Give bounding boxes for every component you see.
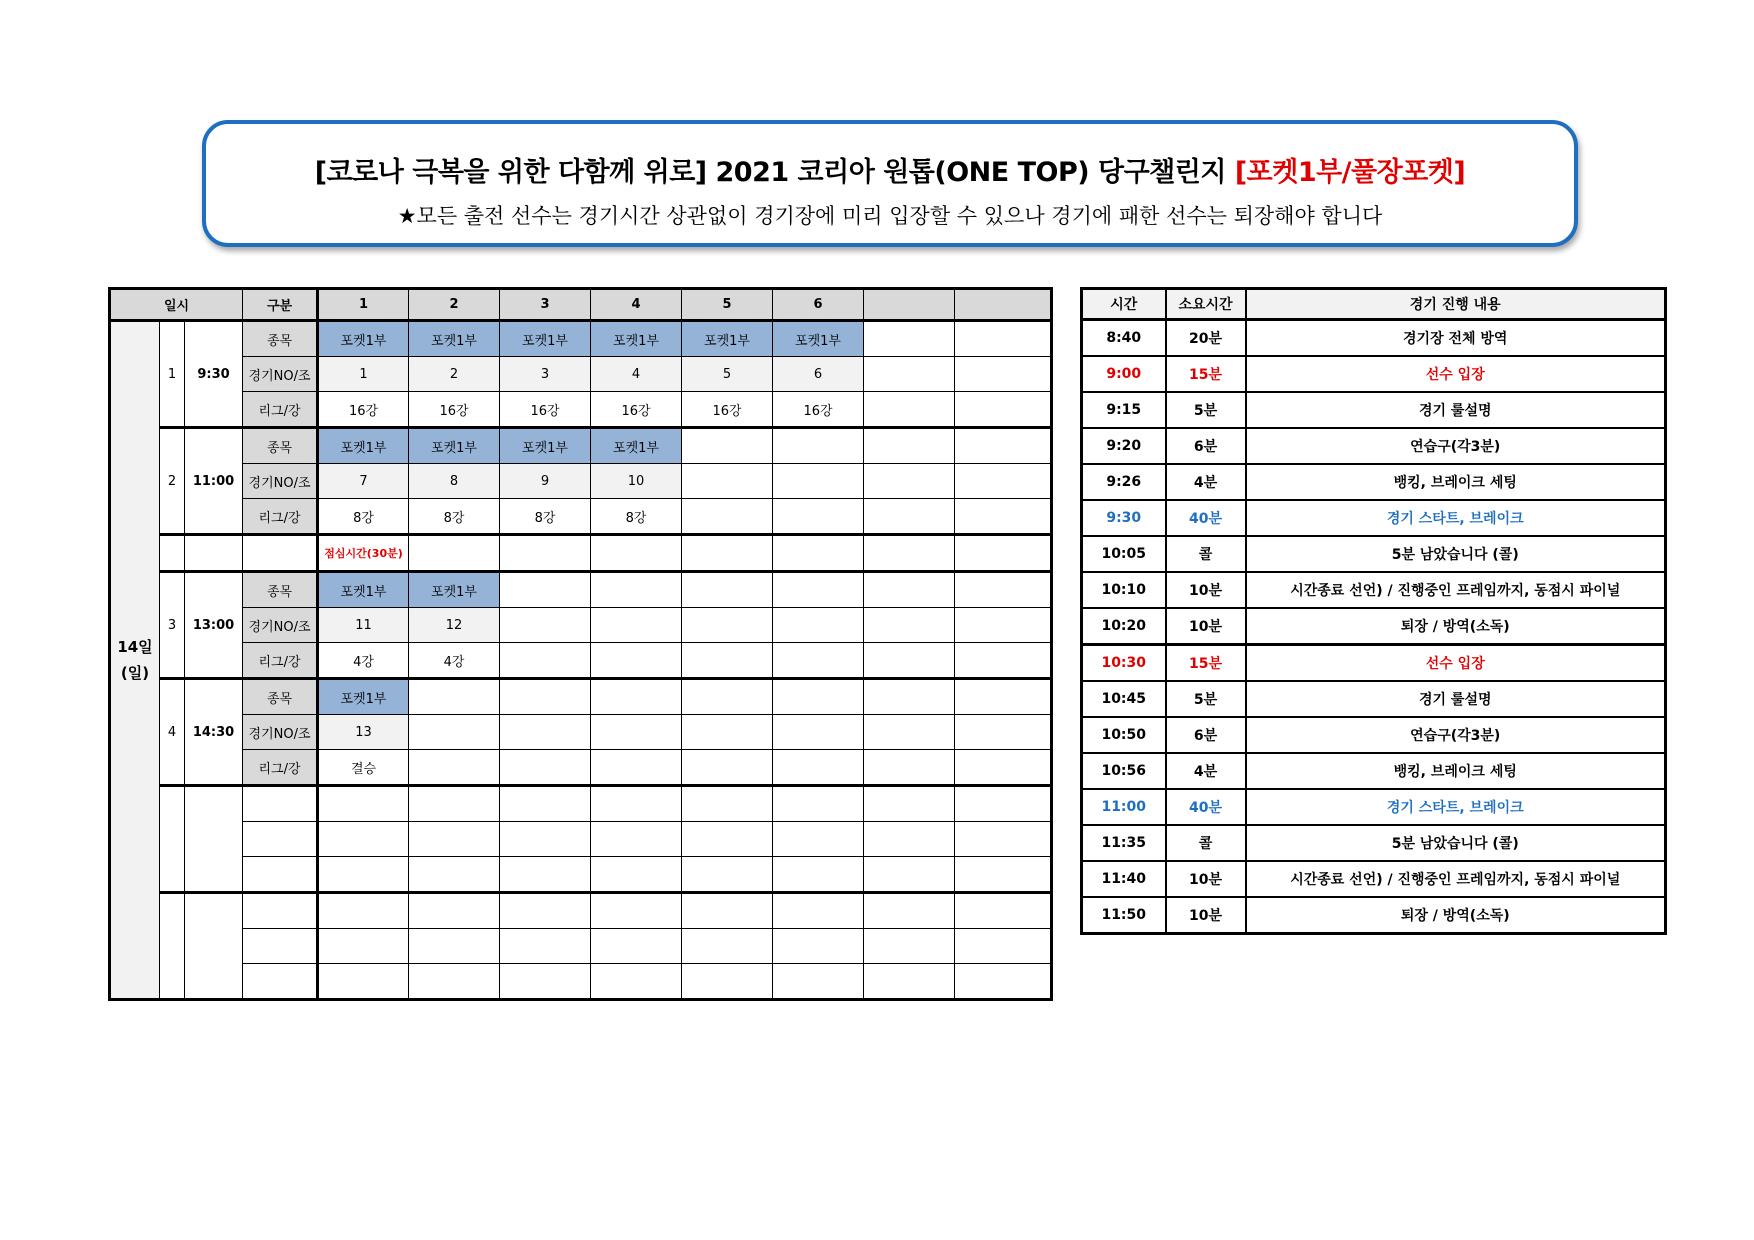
schedule-cell: 포켓1부 xyxy=(500,321,591,357)
schedule-cell xyxy=(955,715,1052,750)
table-row xyxy=(110,499,1052,535)
session-time xyxy=(185,893,243,1000)
page-title xyxy=(206,150,1574,189)
timeline-time: 9:30 xyxy=(1082,500,1166,536)
schedule-cell xyxy=(955,679,1052,715)
schedule-cell xyxy=(682,964,773,1000)
session-time: 14:30 xyxy=(185,679,243,786)
schedule-cell xyxy=(591,572,682,608)
timeline-row xyxy=(1082,320,1666,357)
schedule-cell: 포켓1부 xyxy=(318,572,409,608)
row-label-event: 종목 xyxy=(243,321,318,357)
timeline-time: 11:35 xyxy=(1082,825,1166,861)
schedule-cell xyxy=(682,499,773,535)
schedule-cell xyxy=(409,535,500,572)
timeline-duration: 10분 xyxy=(1166,861,1246,897)
schedule-cell xyxy=(773,643,864,679)
header-content: 경기 진행 내용 xyxy=(1246,289,1666,320)
schedule-cell xyxy=(955,572,1052,608)
schedule-cell xyxy=(864,786,955,822)
schedule-cell: 10 xyxy=(591,464,682,499)
timeline-duration: 5분 xyxy=(1166,681,1246,717)
schedule-cell: 3 xyxy=(500,357,591,392)
schedule-cell xyxy=(864,964,955,1000)
schedule-cell xyxy=(500,964,591,1000)
schedule-cell xyxy=(773,572,864,608)
schedule-cell xyxy=(318,786,409,822)
session-time: 11:00 xyxy=(185,428,243,535)
timeline-table xyxy=(1080,287,1667,935)
schedule-cell: 11 xyxy=(318,608,409,643)
timeline-row xyxy=(1082,897,1666,934)
schedule-cell: 포켓1부 xyxy=(773,321,864,357)
timeline-desc: 시간종료 선언) / 진행중인 프레임까지, 동점시 파이널 xyxy=(1246,572,1666,608)
schedule-cell: 7 xyxy=(318,464,409,499)
schedule-cell xyxy=(682,857,773,893)
schedule-cell xyxy=(864,643,955,679)
schedule-cell xyxy=(864,857,955,893)
schedule-cell xyxy=(682,428,773,464)
schedule-cell xyxy=(591,679,682,715)
schedule-cell xyxy=(955,464,1052,499)
schedule-cell xyxy=(591,893,682,929)
schedule-cell xyxy=(409,857,500,893)
schedule-cell xyxy=(682,535,773,572)
schedule-cell xyxy=(773,428,864,464)
table-row xyxy=(110,572,1052,608)
timeline-time: 10:05 xyxy=(1082,536,1166,572)
schedule-cell xyxy=(773,464,864,499)
schedule-cell xyxy=(409,893,500,929)
row-label-game: 경기NO/조 xyxy=(243,715,318,750)
title-highlight: [포켓1부/풀장포켓] xyxy=(1234,157,1466,188)
schedule-cell xyxy=(955,608,1052,643)
timeline-time: 10:56 xyxy=(1082,753,1166,789)
schedule-cell xyxy=(682,608,773,643)
header-time: 시간 xyxy=(1082,289,1166,320)
row-label-league: 리그/강 xyxy=(243,643,318,679)
session-no: 2 xyxy=(160,428,185,535)
timeline-desc: 뱅킹, 브레이크 세팅 xyxy=(1246,464,1666,500)
schedule-cell xyxy=(955,392,1052,428)
schedule-cell xyxy=(500,822,591,857)
header-category: 구분 xyxy=(243,289,318,321)
timeline-duration: 4분 xyxy=(1166,464,1246,500)
table-row xyxy=(110,392,1052,428)
schedule-cell xyxy=(682,643,773,679)
schedule-cell xyxy=(955,750,1052,786)
schedule-cell xyxy=(409,715,500,750)
lunch-row xyxy=(110,535,1052,572)
schedule-cell xyxy=(955,643,1052,679)
schedule-cell xyxy=(682,893,773,929)
schedule-cell xyxy=(682,750,773,786)
schedule-cell xyxy=(500,893,591,929)
schedule-cell xyxy=(318,893,409,929)
schedule-cell: 16강 xyxy=(682,392,773,428)
schedule-cell xyxy=(773,857,864,893)
timeline-desc: 경기 룰설명 xyxy=(1246,392,1666,428)
row-label-league xyxy=(243,964,318,1000)
timeline-desc: 퇴장 / 방역(소독) xyxy=(1246,608,1666,645)
session-no: 1 xyxy=(160,321,185,428)
row-label-event xyxy=(243,786,318,822)
schedule-cell xyxy=(955,428,1052,464)
schedule-header-row xyxy=(110,289,1052,321)
timeline-row xyxy=(1082,789,1666,825)
schedule-cell: 4강 xyxy=(318,643,409,679)
schedule-cell: 16강 xyxy=(318,392,409,428)
schedule-cell: 포켓1부 xyxy=(409,572,500,608)
timeline-desc: 선수 입장 xyxy=(1246,356,1666,392)
session-time: 9:30 xyxy=(185,321,243,428)
header-col-2: 2 xyxy=(409,289,500,321)
schedule-cell: 6 xyxy=(773,357,864,392)
schedule-cell: 포켓1부 xyxy=(409,428,500,464)
schedule-cell: 8강 xyxy=(500,499,591,535)
timeline-duration: 40분 xyxy=(1166,500,1246,536)
schedule-cell: 13 xyxy=(318,715,409,750)
timeline-time: 9:00 xyxy=(1082,356,1166,392)
schedule-cell xyxy=(591,608,682,643)
schedule-cell: 4 xyxy=(591,357,682,392)
schedule-cell xyxy=(864,321,955,357)
header-col-1: 1 xyxy=(318,289,409,321)
timeline-row xyxy=(1082,392,1666,428)
row-label-league: 리그/강 xyxy=(243,392,318,428)
schedule-cell xyxy=(773,715,864,750)
schedule-cell xyxy=(955,499,1052,535)
schedule-cell xyxy=(682,822,773,857)
schedule-cell xyxy=(864,822,955,857)
timeline-duration: 10분 xyxy=(1166,897,1246,934)
schedule-cell xyxy=(500,786,591,822)
schedule-cell: 16강 xyxy=(773,392,864,428)
session-no xyxy=(160,535,185,572)
schedule-cell xyxy=(500,715,591,750)
schedule-cell xyxy=(864,608,955,643)
schedule-cell xyxy=(318,857,409,893)
schedule-cell xyxy=(682,786,773,822)
schedule-cell xyxy=(409,786,500,822)
schedule-cell xyxy=(500,608,591,643)
timeline-time: 11:40 xyxy=(1082,861,1166,897)
timeline-duration: 콜 xyxy=(1166,825,1246,861)
schedule-cell: 2 xyxy=(409,357,500,392)
schedule-cell: 16강 xyxy=(591,392,682,428)
header-col-7 xyxy=(864,289,955,321)
row-label xyxy=(243,535,318,572)
row-label-event xyxy=(243,893,318,929)
schedule-cell xyxy=(500,679,591,715)
timeline-row xyxy=(1082,717,1666,753)
timeline-desc: 경기 스타트, 브레이크 xyxy=(1246,789,1666,825)
timeline-row xyxy=(1082,428,1666,464)
schedule-cell xyxy=(682,572,773,608)
row-label-game: 경기NO/조 xyxy=(243,464,318,499)
row-label-game xyxy=(243,822,318,857)
timeline-time: 10:10 xyxy=(1082,572,1166,608)
timeline-desc: 경기 룰설명 xyxy=(1246,681,1666,717)
schedule-cell xyxy=(773,499,864,535)
schedule-cell xyxy=(500,535,591,572)
schedule-cell xyxy=(591,929,682,964)
timeline-desc: 연습구(각3분) xyxy=(1246,717,1666,753)
timeline-time: 9:26 xyxy=(1082,464,1166,500)
schedule-cell: 포켓1부 xyxy=(318,679,409,715)
timeline-row xyxy=(1082,500,1666,536)
schedule-cell xyxy=(864,428,955,464)
title-box xyxy=(202,120,1578,247)
header-date: 일시 xyxy=(110,289,243,321)
timeline-desc: 선수 입장 xyxy=(1246,645,1666,682)
header-duration: 소요시간 xyxy=(1166,289,1246,320)
schedule-cell: 16강 xyxy=(409,392,500,428)
schedule-cell xyxy=(500,857,591,893)
table-row xyxy=(110,893,1052,929)
timeline-desc: 시간종료 선언) / 진행중인 프레임까지, 동점시 파이널 xyxy=(1246,861,1666,897)
schedule-cell: 12 xyxy=(409,608,500,643)
schedule-cell: 5 xyxy=(682,357,773,392)
schedule-cell xyxy=(864,750,955,786)
schedule-cell xyxy=(773,929,864,964)
timeline-duration: 10분 xyxy=(1166,572,1246,608)
schedule-cell xyxy=(773,822,864,857)
schedule-cell xyxy=(955,929,1052,964)
schedule-cell xyxy=(773,608,864,643)
schedule-cell xyxy=(864,464,955,499)
timeline-time: 10:30 xyxy=(1082,645,1166,682)
schedule-cell: 결승 xyxy=(318,750,409,786)
schedule-cell xyxy=(591,822,682,857)
timeline-desc: 퇴장 / 방역(소독) xyxy=(1246,897,1666,934)
schedule-table xyxy=(108,287,1053,1001)
table-row xyxy=(110,643,1052,679)
timeline-time: 9:20 xyxy=(1082,428,1166,464)
schedule-cell xyxy=(318,929,409,964)
table-row xyxy=(110,857,1052,893)
timeline-row xyxy=(1082,572,1666,608)
schedule-cell xyxy=(955,786,1052,822)
schedule-cell xyxy=(682,715,773,750)
schedule-cell xyxy=(591,715,682,750)
timeline-desc: 5분 남았습니다 (콜) xyxy=(1246,825,1666,861)
schedule-cell: 포켓1부 xyxy=(591,428,682,464)
schedule-cell xyxy=(864,357,955,392)
timeline-duration: 15분 xyxy=(1166,645,1246,682)
schedule-cell: 4강 xyxy=(409,643,500,679)
session-time: 13:00 xyxy=(185,572,243,679)
timeline-desc: 5분 남았습니다 (콜) xyxy=(1246,536,1666,572)
timeline-row xyxy=(1082,536,1666,572)
schedule-cell xyxy=(864,929,955,964)
schedule-cell: 포켓1부 xyxy=(318,321,409,357)
schedule-cell: 포켓1부 xyxy=(591,321,682,357)
timeline-header-row xyxy=(1082,289,1666,320)
schedule-cell xyxy=(409,679,500,715)
schedule-cell xyxy=(591,964,682,1000)
session-no xyxy=(160,786,185,893)
timeline-duration: 콜 xyxy=(1166,536,1246,572)
header-col-4: 4 xyxy=(591,289,682,321)
timeline-duration: 6분 xyxy=(1166,717,1246,753)
schedule-cell: 16강 xyxy=(500,392,591,428)
timeline-desc: 뱅킹, 브레이크 세팅 xyxy=(1246,753,1666,789)
schedule-cell xyxy=(864,893,955,929)
schedule-cell xyxy=(864,499,955,535)
row-label-event: 종목 xyxy=(243,679,318,715)
table-row xyxy=(110,357,1052,392)
table-row xyxy=(110,786,1052,822)
schedule-cell xyxy=(500,750,591,786)
schedule-cell xyxy=(773,679,864,715)
row-label-event: 종목 xyxy=(243,428,318,464)
schedule-cell xyxy=(409,750,500,786)
timeline-duration: 4분 xyxy=(1166,753,1246,789)
schedule-cell xyxy=(864,535,955,572)
session-time xyxy=(185,786,243,893)
table-row xyxy=(110,608,1052,643)
session-time xyxy=(185,535,243,572)
schedule-cell xyxy=(500,929,591,964)
schedule-cell xyxy=(318,964,409,1000)
schedule-cell xyxy=(682,679,773,715)
schedule-cell xyxy=(591,535,682,572)
schedule-cell xyxy=(955,893,1052,929)
schedule-cell xyxy=(773,893,864,929)
timeline-time: 9:15 xyxy=(1082,392,1166,428)
table-row xyxy=(110,464,1052,499)
timeline-row xyxy=(1082,464,1666,500)
title-main: [코로나 극복을 위한 다함께 위로] 2021 코리아 원톱(ONE TOP) 당구챌린지 xyxy=(314,157,1235,188)
schedule-cell: 포켓1부 xyxy=(500,428,591,464)
timeline-row xyxy=(1082,861,1666,897)
day-cell: 14일 (일) xyxy=(110,321,160,1000)
timeline-time: 10:20 xyxy=(1082,608,1166,645)
schedule-cell: 포켓1부 xyxy=(682,321,773,357)
table-row xyxy=(110,715,1052,750)
schedule-cell xyxy=(773,786,864,822)
timeline-time: 10:50 xyxy=(1082,717,1166,753)
session-no: 3 xyxy=(160,572,185,679)
timeline-row xyxy=(1082,356,1666,392)
schedule-cell xyxy=(864,392,955,428)
header-col-6: 6 xyxy=(773,289,864,321)
timeline-desc: 경기 스타트, 브레이크 xyxy=(1246,500,1666,536)
timeline-time: 11:50 xyxy=(1082,897,1166,934)
timeline-duration: 20분 xyxy=(1166,320,1246,357)
schedule-cell: 8강 xyxy=(409,499,500,535)
header-col-8 xyxy=(955,289,1052,321)
table-row xyxy=(110,321,1052,357)
timeline-time: 8:40 xyxy=(1082,320,1166,357)
schedule-cell xyxy=(682,929,773,964)
timeline-duration: 15분 xyxy=(1166,356,1246,392)
timeline-desc: 연습구(각3분) xyxy=(1246,428,1666,464)
schedule-cell: 9 xyxy=(500,464,591,499)
timeline-time: 10:45 xyxy=(1082,681,1166,717)
row-label-game: 경기NO/조 xyxy=(243,608,318,643)
page-subtitle: ★모든 출전 선수는 경기시간 상관없이 경기장에 미리 입장할 수 있으나 경기에 패한 선수는 퇴장해야 합니다 xyxy=(397,204,1383,228)
table-row xyxy=(110,679,1052,715)
row-label-game: 경기NO/조 xyxy=(243,357,318,392)
timeline-row xyxy=(1082,608,1666,645)
schedule-cell xyxy=(591,857,682,893)
row-label-league xyxy=(243,857,318,893)
table-row xyxy=(110,929,1052,964)
table-row xyxy=(110,822,1052,857)
schedule-cell xyxy=(318,822,409,857)
schedule-cell xyxy=(864,679,955,715)
timeline-time: 11:00 xyxy=(1082,789,1166,825)
schedule-cell xyxy=(955,822,1052,857)
timeline-duration: 40분 xyxy=(1166,789,1246,825)
schedule-cell xyxy=(682,464,773,499)
schedule-cell xyxy=(591,643,682,679)
session-no: 4 xyxy=(160,679,185,786)
timeline-row xyxy=(1082,681,1666,717)
timeline-duration: 10분 xyxy=(1166,608,1246,645)
timeline-duration: 5분 xyxy=(1166,392,1246,428)
schedule-cell xyxy=(500,643,591,679)
timeline-desc: 경기장 전체 방역 xyxy=(1246,320,1666,357)
schedule-cell xyxy=(955,964,1052,1000)
table-row xyxy=(110,750,1052,786)
row-label-event: 종목 xyxy=(243,572,318,608)
timeline-row xyxy=(1082,825,1666,861)
header-col-3: 3 xyxy=(500,289,591,321)
schedule-cell: 8강 xyxy=(591,499,682,535)
schedule-cell xyxy=(864,715,955,750)
header-col-5: 5 xyxy=(682,289,773,321)
schedule-cell: 8강 xyxy=(318,499,409,535)
schedule-cell: 포켓1부 xyxy=(318,428,409,464)
schedule-cell: 8 xyxy=(409,464,500,499)
schedule-cell xyxy=(409,929,500,964)
schedule-cell: 포켓1부 xyxy=(409,321,500,357)
schedule-cell xyxy=(955,535,1052,572)
lunch-label: 점심시간(30분) xyxy=(318,535,409,572)
timeline-duration: 6분 xyxy=(1166,428,1246,464)
schedule-cell xyxy=(591,750,682,786)
schedule-cell xyxy=(955,357,1052,392)
schedule-cell xyxy=(500,572,591,608)
schedule-cell xyxy=(409,822,500,857)
schedule-cell xyxy=(773,535,864,572)
schedule-cell xyxy=(591,786,682,822)
table-row xyxy=(110,428,1052,464)
schedule-cell xyxy=(955,857,1052,893)
row-label-league: 리그/강 xyxy=(243,499,318,535)
schedule-cell xyxy=(409,964,500,1000)
session-no xyxy=(160,893,185,1000)
schedule-cell xyxy=(864,572,955,608)
schedule-cell xyxy=(955,321,1052,357)
table-row xyxy=(110,964,1052,1000)
schedule-cell: 1 xyxy=(318,357,409,392)
timeline-row xyxy=(1082,753,1666,789)
timeline-row xyxy=(1082,645,1666,682)
schedule-cell xyxy=(773,964,864,1000)
row-label-game xyxy=(243,929,318,964)
row-label-league: 리그/강 xyxy=(243,750,318,786)
schedule-cell xyxy=(773,750,864,786)
